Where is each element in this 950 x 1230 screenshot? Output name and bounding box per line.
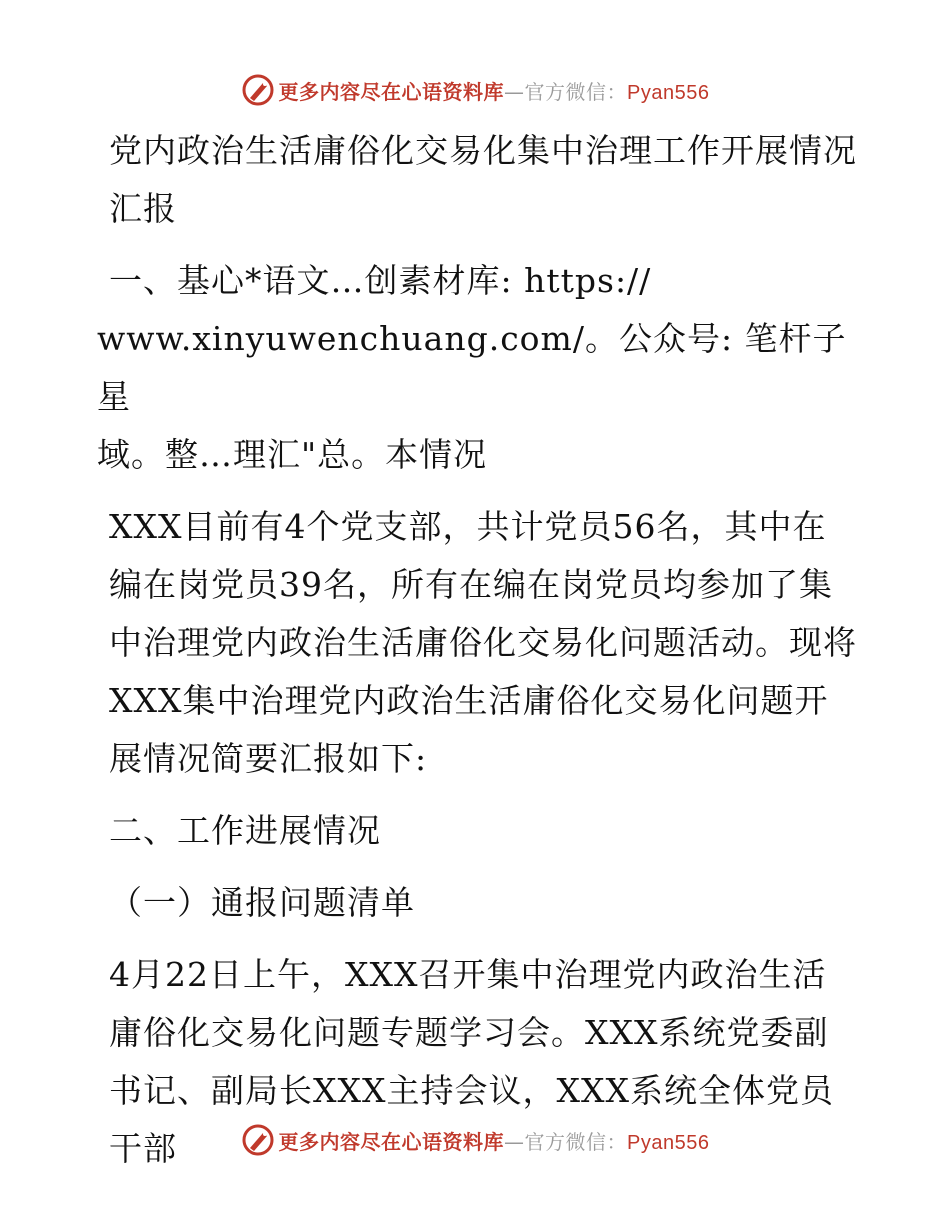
header-watermark-banner (0, 68, 950, 112)
banner-dash: — (504, 79, 525, 104)
section2-heading: 二、工作进展情况 (109, 811, 381, 850)
pen-logo-icon (241, 1123, 275, 1157)
banner-brand: 更多内容尽在心语资料库 (278, 79, 505, 104)
banner-official: 官方微信： (524, 79, 628, 104)
section1-heading-line1: 一、基心*语文…创素材库: https:// (109, 261, 652, 300)
banner-official: 官方微信： (524, 1129, 628, 1154)
document-body (97, 122, 857, 1178)
section1-heading-line2: www.xinyuwenchuang.com/。公众号: 笔杆子星 (97, 319, 847, 416)
banner-wechat-id: Pyan556 (627, 81, 710, 104)
banner-text (279, 76, 710, 105)
paragraph-study-meeting: 4月22日上午，XXX召开集中治理党内政治生活庸俗化交易化问题专题学习会。XXX系统党委副书记、副局长XXX主持会议，XXX系统全体党员干部 (109, 955, 834, 1168)
banner-dash: — (504, 1129, 525, 1154)
pen-logo-icon (241, 73, 275, 107)
banner-text (279, 1126, 710, 1155)
footer-watermark-banner (0, 1118, 950, 1162)
paragraph-branch-overview: XXX目前有4个党支部，共计党员56名，其中在编在岗党员39名，所有在编在岗党员均参加了集中治理党内政治生活庸俗化交易化问题活动。现将XXX集中治理党内政治生活庸俗化交易化问题开展情况简要汇报如下: (109, 507, 857, 778)
section1-heading-line3: 域。整…理汇"总。本情况 (97, 435, 488, 474)
banner-brand: 更多内容尽在心语资料库 (278, 1129, 505, 1154)
banner-wechat-id: Pyan556 (627, 1131, 710, 1154)
subsection1-heading: （一）通报问题清单 (109, 883, 415, 922)
document-title: 党内政治生活庸俗化交易化集中治理工作开展情况汇报 (109, 131, 857, 228)
